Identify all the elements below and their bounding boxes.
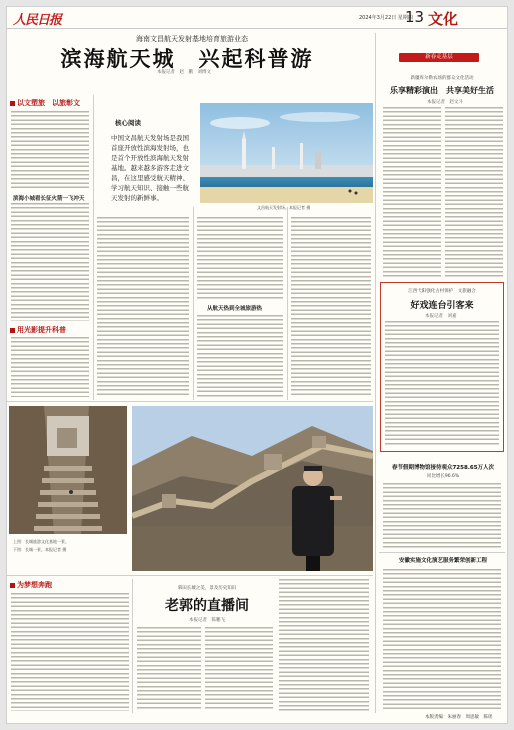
section-marker-icon: [10, 101, 15, 106]
greatwall-caption: 下图：长城一景。本报记者 摄: [13, 547, 67, 552]
boxed-headline: 好戏连台引客来: [410, 301, 474, 311]
staircase-photo: [9, 406, 127, 534]
body-text: [291, 217, 371, 397]
body-text: [137, 627, 201, 711]
body-text: [205, 627, 273, 711]
sidebar-headline: 乐享精彩演出 共享美好生活: [390, 86, 494, 95]
stairs-caption: 上图：长城旅游文化基地一景。: [13, 539, 69, 544]
issue-date: 2024年3月22日 星期四: [359, 15, 413, 21]
body-text: [11, 111, 89, 191]
body-text: [97, 217, 189, 397]
bottom-byline: 本报记者 陈鹏飞: [189, 618, 225, 623]
anhui-headline: 安徽实施文化演艺服务繁荣创新工程: [398, 558, 487, 564]
sidebar-byline: 本报记者 赵文斗: [427, 100, 463, 105]
section-title: 用光影提升科普: [10, 325, 66, 335]
intro-label: 核心阅读: [115, 119, 141, 127]
column-divider: [287, 207, 288, 400]
museum-subline: 同比增长96.6%: [426, 474, 460, 479]
body-text: [11, 337, 89, 397]
row-divider: [7, 575, 373, 576]
launch-site-photo: [200, 103, 373, 203]
body-text: [383, 483, 501, 549]
museum-headline: 春节假期博物馆接待观众7258.65万人次: [391, 465, 495, 471]
launch-photo-caption: 文昌航天发射场。本报记者 摄: [257, 205, 311, 210]
editor-credits: 本版责编：朱丽春 周思敏 陈瑶: [425, 715, 493, 720]
section-marker-icon: [10, 328, 15, 333]
body-text: [279, 579, 369, 711]
column-divider: [193, 207, 194, 400]
column-divider: [132, 579, 133, 713]
section-title: 为梦想奔跑: [10, 580, 52, 590]
body-text: [383, 107, 441, 277]
bottom-kicker: 慕田长城之美，景及历史知识: [177, 586, 237, 591]
body-text: [385, 321, 499, 445]
row-divider: [379, 552, 505, 553]
page-section-name: 文化: [428, 10, 459, 28]
boxed-kicker: 江西弋阳强化古村保护 文旅融合: [408, 289, 476, 294]
column-tag: 新春走基层: [399, 53, 479, 62]
lead-byline: 本报记者 赵 鹏 刘博文: [157, 70, 211, 75]
body-text: [11, 593, 129, 711]
bottom-headline: 老郭的直播间: [165, 598, 249, 614]
column-divider: [375, 33, 376, 713]
lead-kicker: 海南文昌航天发射基地培育旅游业态: [136, 35, 248, 43]
body-text: [11, 203, 89, 321]
launch-site-photo-image: [200, 103, 373, 203]
staircase-photo-image: [9, 406, 127, 534]
great-wall-photo: [132, 406, 373, 571]
section-subhead: 从航天热到全城旅游热: [207, 306, 263, 312]
section-title: 以文塑旅 以旅彰文: [10, 98, 80, 108]
lead-headline: 滨海航天城 兴起科普游: [60, 46, 314, 71]
column-divider: [93, 95, 94, 400]
page-number: 13: [405, 8, 425, 26]
body-text: [445, 107, 503, 277]
section-subhead: 滨海小城看长征火箭一飞冲天: [13, 196, 85, 202]
section-marker-icon: [10, 583, 15, 588]
body-text: [197, 315, 283, 397]
row-divider: [7, 401, 373, 402]
newspaper-page: [7, 7, 507, 723]
body-text: [197, 217, 283, 301]
intro-text: 中国文昌航天发射场是我国首座开放性滨海发射场，也是首个开放性滨海航天发射基地。越来越多游客走进文昌，在这里感受航天精神、学习航天知识、接触一些航天发射的新鲜事。: [111, 134, 189, 202]
great-wall-photo-image: [132, 406, 373, 571]
masthead: [7, 7, 507, 29]
boxed-byline: 本报记者 刘嘉: [425, 314, 457, 319]
body-text: [383, 569, 501, 709]
newspaper-logo: 人民日报: [13, 13, 62, 28]
sidebar-kicker: 新疆库尔勒农场的群众文化活动: [410, 76, 474, 81]
